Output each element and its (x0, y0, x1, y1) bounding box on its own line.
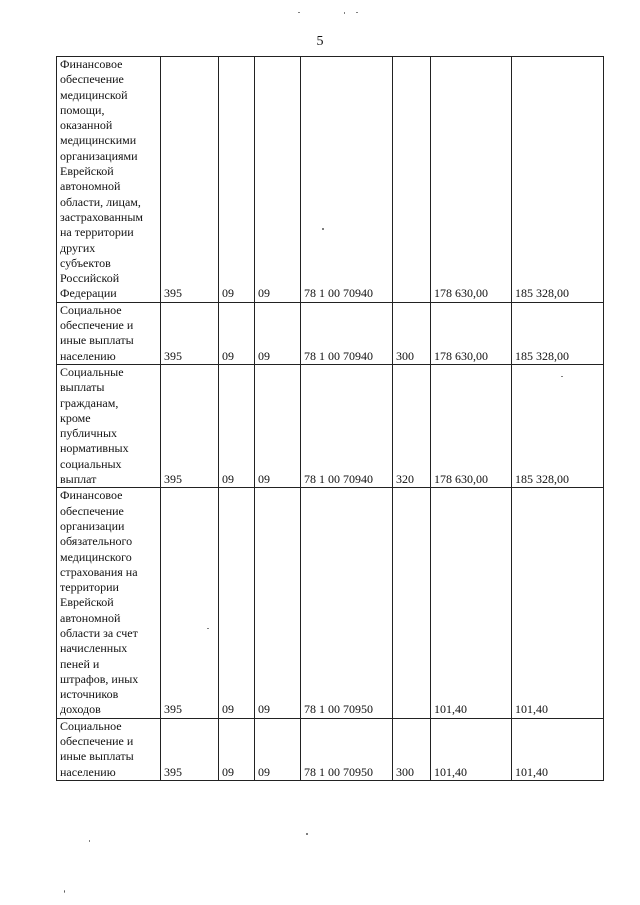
cell-name (57, 364, 161, 487)
cell-expense-type (393, 57, 431, 303)
name-line: выплаты (60, 380, 105, 395)
name-line: пеней и (60, 656, 100, 671)
name-line: нормативных (60, 441, 129, 456)
cell-section: 09 (219, 57, 255, 303)
cell-target-article: 78 1 00 70940 (301, 302, 393, 364)
table-row (57, 718, 604, 780)
cell-section: 09 (219, 364, 255, 487)
name-line: территории (60, 580, 119, 595)
name-line: области за счет (60, 625, 138, 640)
cell-amount-1: 101,40 (431, 488, 512, 718)
cell-target-article: 78 1 00 70940 (301, 57, 393, 303)
name-line: медицинского (60, 549, 132, 564)
name-line: начисленных (60, 641, 128, 656)
cell-section: 09 (219, 302, 255, 364)
name-line: Еврейской (60, 595, 114, 610)
cell-expense-type (393, 488, 431, 718)
name-line: Социальное (60, 302, 122, 317)
cell-section: 09 (219, 718, 255, 780)
name-line: источников (60, 687, 119, 702)
name-line: публичных (60, 426, 117, 441)
name-line: медицинской (60, 87, 128, 102)
name-line: субъектов (60, 255, 111, 270)
cell-subsection: 09 (255, 364, 301, 487)
name-line: социальных (60, 456, 122, 471)
name-line: обеспечение (60, 72, 124, 87)
scan-speck (89, 840, 90, 842)
name-line: доходов (60, 702, 101, 717)
name-line: Российской (60, 271, 120, 286)
name-line: обязательного (60, 534, 133, 549)
scan-speck (344, 12, 345, 14)
cell-amount-2: 185 328,00 (512, 364, 604, 487)
cell-subsection: 09 (255, 718, 301, 780)
cell-amount-2: 101,40 (512, 718, 604, 780)
name-line: иные выплаты (60, 749, 134, 764)
cell-expense-type: 320 (393, 364, 431, 487)
scan-speck (306, 833, 308, 835)
cell-name (57, 718, 161, 780)
name-line: Еврейской (60, 164, 114, 179)
table-row (57, 57, 604, 303)
name-line: организациями (60, 148, 138, 163)
name-line: Социальные (60, 364, 124, 379)
cell-target-article: 78 1 00 70950 (301, 488, 393, 718)
cell-amount-2: 185 328,00 (512, 57, 604, 303)
table-row (57, 302, 604, 364)
name-line: медицинскими (60, 133, 137, 148)
cell-amount-1: 178 630,00 (431, 302, 512, 364)
name-line: других (60, 240, 96, 255)
name-line: выплат (60, 472, 97, 487)
name-line: Социальное (60, 718, 122, 733)
cell-subsection: 09 (255, 57, 301, 303)
name-line: Федерации (60, 286, 117, 301)
cell-name (57, 57, 161, 303)
cell-grbs: 395 (161, 302, 219, 364)
name-line: области, лицам, (60, 194, 141, 209)
name-line: оказанной (60, 118, 113, 133)
name-line: обеспечение (60, 503, 124, 518)
cell-subsection: 09 (255, 488, 301, 718)
name-line: населению (60, 348, 116, 363)
name-line: кроме (60, 410, 91, 425)
name-line: помощи, (60, 102, 105, 117)
name-line: населению (60, 764, 116, 779)
cell-amount-1: 178 630,00 (431, 57, 512, 303)
cell-target-article: 78 1 00 70950 (301, 718, 393, 780)
name-line: на территории (60, 225, 134, 240)
name-line: автономной (60, 179, 121, 194)
cell-subsection: 09 (255, 302, 301, 364)
name-line: штрафов, иных (60, 671, 139, 686)
cell-grbs: 395 (161, 488, 219, 718)
cell-amount-1: 101,40 (431, 718, 512, 780)
name-line: страхования на (60, 564, 138, 579)
cell-grbs: 395 (161, 364, 219, 487)
cell-name (57, 488, 161, 718)
cell-target-article: 78 1 00 70940 (301, 364, 393, 487)
budget-table-body (57, 57, 604, 781)
cell-name (57, 302, 161, 364)
cell-expense-type: 300 (393, 302, 431, 364)
name-line: иные выплаты (60, 333, 134, 348)
cell-amount-1: 178 630,00 (431, 364, 512, 487)
cell-grbs: 395 (161, 57, 219, 303)
page-number: 5 (316, 34, 324, 49)
budget-table (56, 56, 604, 781)
name-line: организации (60, 518, 125, 533)
cell-amount-2: 101,40 (512, 488, 604, 718)
name-line: обеспечение и (60, 734, 134, 749)
name-line: Финансовое (60, 57, 123, 71)
scan-speck (356, 12, 358, 13)
cell-amount-2: 185 328,00 (512, 302, 604, 364)
name-line: Финансовое (60, 488, 123, 503)
table-row (57, 488, 604, 718)
name-line: автономной (60, 610, 121, 625)
name-line: гражданам, (60, 395, 119, 410)
scan-speck (298, 12, 300, 13)
cell-expense-type: 300 (393, 718, 431, 780)
cell-section: 09 (219, 488, 255, 718)
name-line: обеспечение и (60, 318, 134, 333)
name-line: застрахованным (60, 209, 143, 224)
table-row (57, 364, 604, 487)
cell-grbs: 395 (161, 718, 219, 780)
scan-speck (64, 890, 65, 893)
